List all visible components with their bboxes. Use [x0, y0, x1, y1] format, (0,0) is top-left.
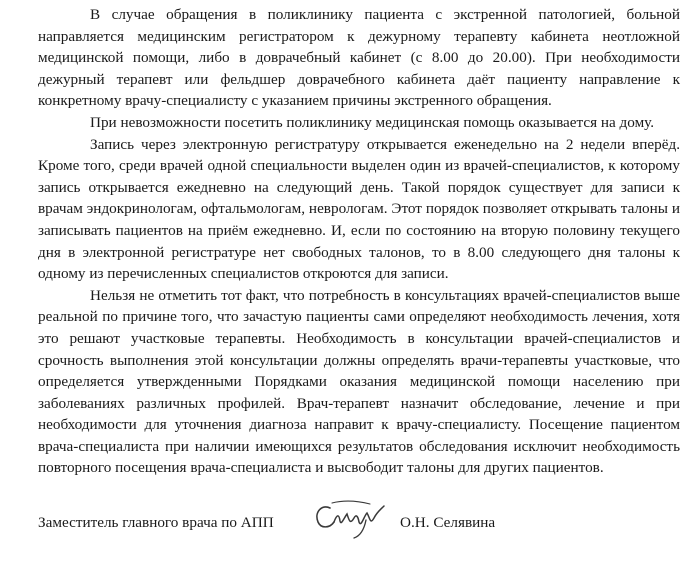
paragraph-electronic-registry: Запись через электронную регистратуру открывается еженедельно на 2 недели вперёд. Кроме того, среди врачей одной специальности выделен один из врачей-специалистов, к которому запись открывается ежедневно на следующий день. Такой порядок существует для записи к врачам эндокринологам, офтальмологам, неврологам. Этот порядок позволяет открывать талоны и записывать пациентов на приём ежедневно. И, если по состоянию на вторую половину текущего дня в электронной регистратуре нет свободных талонов, то в 8.00 следующего дня талоны к одному из перечисленных специалистов откроются для записи.	[38, 135, 680, 283]
signature-block	[38, 512, 680, 536]
handwritten-signature	[310, 494, 394, 540]
paragraph-home-care: При невозможности посетить поликлинику медицинская помощь оказывается на дому.	[90, 113, 655, 131]
signatory-title: Заместитель главного врача по АПП	[38, 514, 274, 531]
document-body	[38, 4, 680, 479]
paragraph-specialist-consultations: Нельзя не отметить тот факт, что потребность в консультациях врачей-специалистов выше реальной по причине того, что зачастую пациенты сами определяют необходимость лечения, хотя это решают участковые терапевты. Необходимость в консультации врачей-специалистов и срочность выполнения этой консультации должны определять врачи-терапевты участковые, что определяется утвержденными Порядками оказания медицинской помощи населению при заболеваниях различных профилей. Врач-терапевт назначит обследование, лечение и при необходимости для уточнения диагноза направит к врачу-специалисту. Посещение пациентом врача-специалиста при наличии имеющихся результатов обследования исключит необходимость повторного посещения врача-специалиста и высвободит талоны для других пациентов.	[38, 286, 680, 477]
signatory-name: О.Н. Селявина	[400, 514, 496, 531]
paragraph-emergency-visits: В случае обращения в поликлинику пациента с экстренной патологией, больной направляется медицинским регистратором к дежурному терапевту кабинета неотложной медицинской помощи, либо в доврачебный кабинет (с 8.00 до 20.00). При необходимости дежурный терапевт или фельдшер доврачебного кабинета даёт пациенту направление к конкретному врачу-специалисту с указанием причины экстренного обращения.	[38, 6, 680, 110]
